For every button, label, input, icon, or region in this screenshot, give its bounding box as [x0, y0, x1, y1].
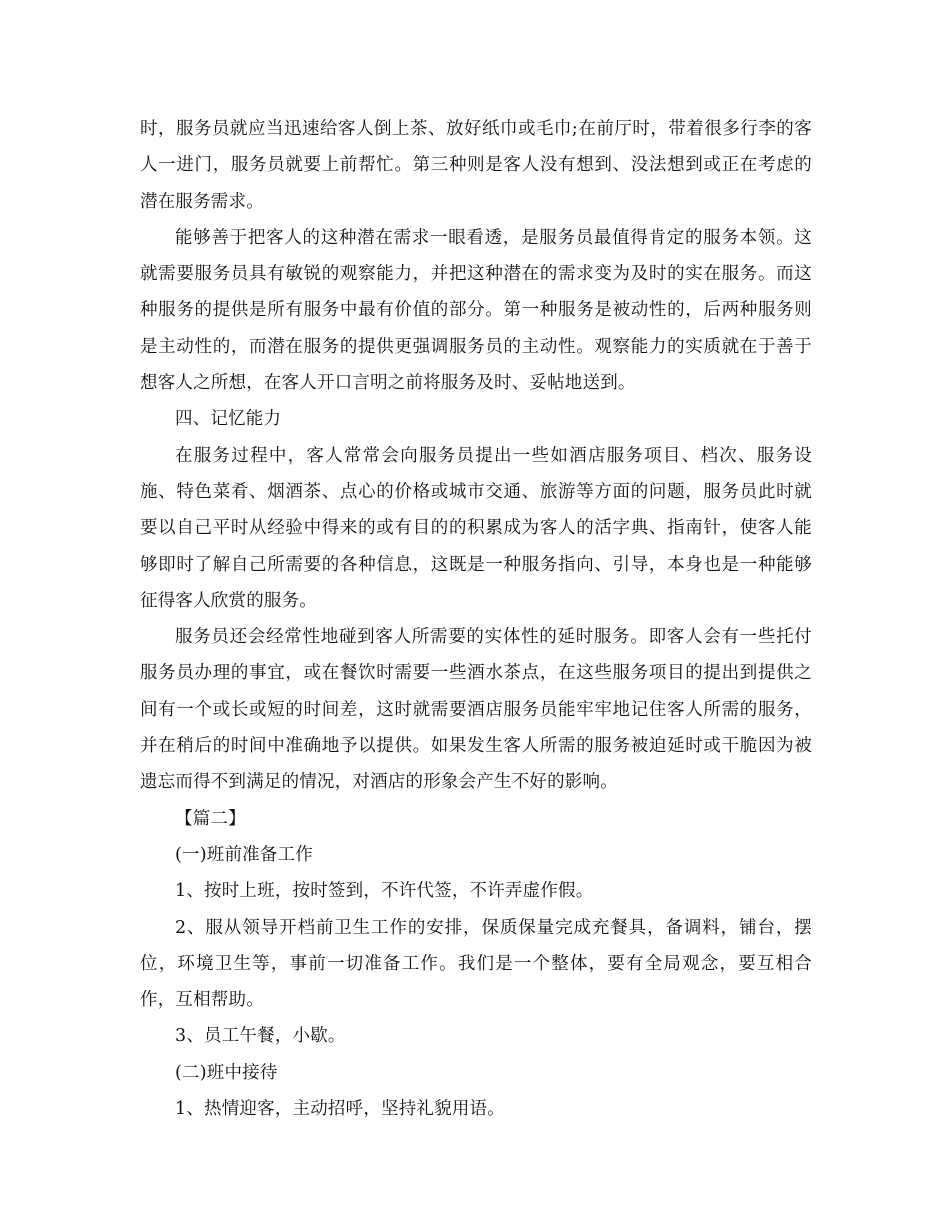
paragraph-4: 服务员还会经常性地碰到客人所需要的实体性的延时服务。即客人会有一些托付服务员办理的事宜，或在餐饮时需要一些酒水茶点，在这些服务项目的提出到提供之间有一个或长或短的时间差，这时就需要酒店服务员能牢牢地记住客人所需的服务，并在稍后的时间中准确地予以提供。如果发生客人所需的服务被迫延时或干脆因为被遗忘而得不到满足的情况，对酒店的形象会产生不好的影响。	[140, 627, 812, 793]
section-heading-pre-shift: (一)班前准备工作	[175, 844, 313, 865]
paragraph-3: 在服务过程中，客人常常会向服务员提出一些如酒店服务项目、档次、服务设施、特色菜肴、烟酒茶、点心的价格或城市交通、旅游等方面的问题，服务员此时就要以自己平时从经验中得来的或有目的的积累成为客人的活字典、指南针，使客人能够即时了解自己所需要的各种信息，这既是一种服务指向、引导，本身也是一种能够征得客人欣赏的服务。	[140, 445, 812, 611]
list-item-3: 3、员工午餐，小歇。	[175, 1026, 346, 1047]
document-body	[140, 111, 812, 1127]
section-heading-memory: 四、记忆能力	[175, 409, 282, 430]
chapter-heading-part-two: 【篇二】	[175, 808, 246, 829]
list-item-2: 2、服从领导开档前卫生工作的安排，保质保量完成充餐具，备调料，铺台，摆位，环境卫生等，事前一切准备工作。我们是一个整体，要有全局观念，要互相合作，互相帮助。	[140, 917, 812, 1011]
paragraph-2: 能够善于把客人的这种潜在需求一眼看透，是服务员最值得肯定的服务本领。这就需要服务员具有敏锐的观察能力，并把这种潜在的需求变为及时的实在服务。而这种服务的提供是所有服务中最有价值的部分。第一种服务是被动性的，后两种服务则是主动性的，而潜在服务的提供更强调服务员的主动性。观察能力的实质就在于善于想客人之所想，在客人开口言明之前将服务及时、妥帖地送到。	[140, 227, 812, 394]
section-heading-in-shift: (二)班中接待	[175, 1062, 278, 1083]
list-item-4: 1、热情迎客，主动招呼，坚持礼貌用语。	[175, 1099, 505, 1120]
paragraph-1: 时，服务员就应当迅速给客人倒上茶、放好纸巾或毛巾;在前厅时，带着很多行李的客人一进门，服务员就要上前帮忙。第三种则是客人没有想到、没法想到或正在考虑的潜在服务需求。	[140, 119, 812, 212]
list-item-1: 1、按时上班，按时签到，不许代签，不许弄虚作假。	[175, 881, 594, 902]
